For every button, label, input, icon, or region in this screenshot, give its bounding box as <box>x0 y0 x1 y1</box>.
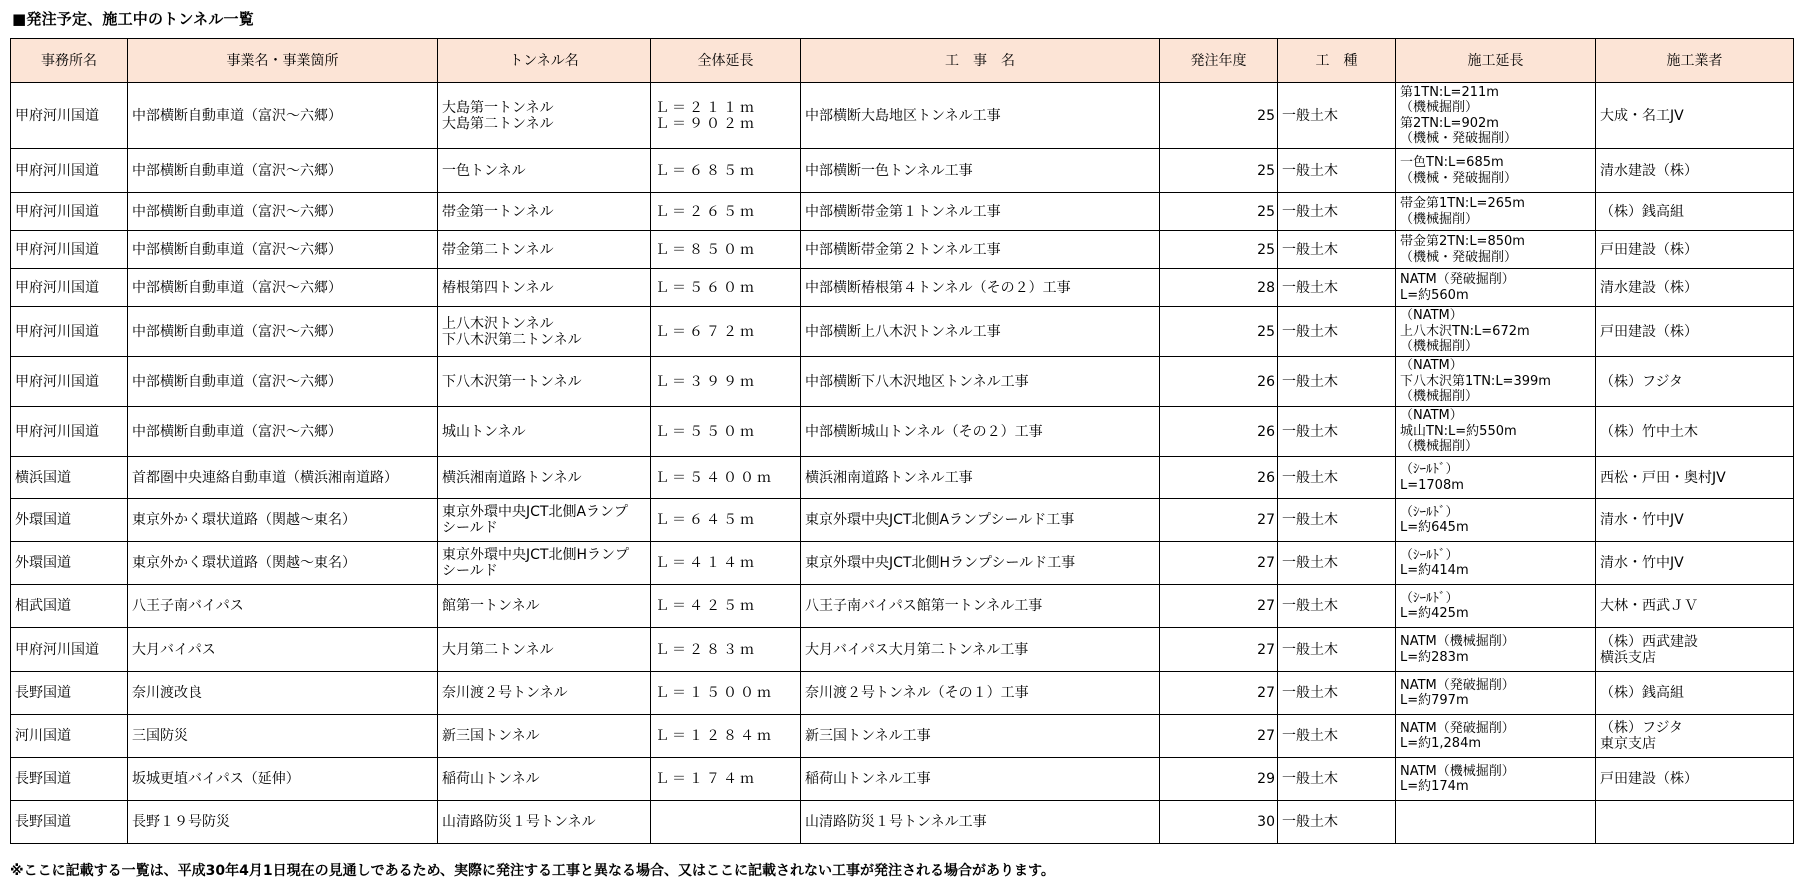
cell-order-year: 26 <box>1160 357 1278 407</box>
cell-contractor: （株）西武建設 横浜支店 <box>1596 628 1794 672</box>
cell-total-length: Ｌ＝４２５ｍ <box>651 585 801 628</box>
cell-project: 中部横断自動車道（富沢～六郷） <box>128 307 438 357</box>
cell-office: 長野国道 <box>11 758 128 801</box>
cell-tunnel-name: 下八木沢第一トンネル <box>438 357 651 407</box>
cell-project: 中部横断自動車道（富沢～六郷） <box>128 231 438 269</box>
table-row <box>11 149 1794 193</box>
cell-project: 中部横断自動車道（富沢～六郷） <box>128 193 438 231</box>
cell-work-type: 一般土木 <box>1278 269 1396 307</box>
cell-tunnel-name: 大月第二トンネル <box>438 628 651 672</box>
cell-order-year: 28 <box>1160 269 1278 307</box>
header-work-type: 工 種 <box>1278 39 1396 83</box>
cell-total-length: Ｌ＝２６５ｍ <box>651 193 801 231</box>
cell-project: 中部横断自動車道（富沢～六郷） <box>128 357 438 407</box>
cell-order-year: 25 <box>1160 193 1278 231</box>
cell-total-length: Ｌ＝１７４ｍ <box>651 758 801 801</box>
cell-construction-length: （NATM） 下八木沢第1TN:L=399m （機械掘削） <box>1396 357 1596 407</box>
cell-construction-length: NATM（機械掘削） L=約283m <box>1396 628 1596 672</box>
table-row <box>11 542 1794 585</box>
cell-total-length: Ｌ＝６７２ｍ <box>651 307 801 357</box>
cell-contractor: 西松・戸田・奥村JV <box>1596 457 1794 499</box>
cell-work-type: 一般土木 <box>1278 231 1396 269</box>
cell-total-length: Ｌ＝５４００ｍ <box>651 457 801 499</box>
cell-office: 甲府河川国道 <box>11 407 128 457</box>
cell-contractor: （株）フジタ <box>1596 357 1794 407</box>
cell-construction-length: NATM（発破掘削） L=約560m <box>1396 269 1596 307</box>
cell-tunnel-name: 奈川渡２号トンネル <box>438 672 651 715</box>
cell-tunnel-name: 横浜湘南道路トンネル <box>438 457 651 499</box>
table-row <box>11 231 1794 269</box>
cell-office: 甲府河川国道 <box>11 357 128 407</box>
table-body <box>11 83 1794 844</box>
cell-tunnel-name: 帯金第一トンネル <box>438 193 651 231</box>
cell-work-name: 新三国トンネル工事 <box>801 715 1160 758</box>
cell-office: 甲府河川国道 <box>11 269 128 307</box>
cell-work-name: 稲荷山トンネル工事 <box>801 758 1160 801</box>
cell-work-name: 東京外環中央JCT北側Hランプシールド工事 <box>801 542 1160 585</box>
cell-office: 相武国道 <box>11 585 128 628</box>
cell-work-name: 中部横断大島地区トンネル工事 <box>801 83 1160 149</box>
cell-contractor: 清水建設（株） <box>1596 149 1794 193</box>
cell-work-type: 一般土木 <box>1278 307 1396 357</box>
cell-total-length <box>651 801 801 844</box>
table-row <box>11 457 1794 499</box>
table-header-row <box>11 39 1794 83</box>
cell-tunnel-name: 館第一トンネル <box>438 585 651 628</box>
table-row <box>11 628 1794 672</box>
cell-order-year: 27 <box>1160 585 1278 628</box>
table-row <box>11 269 1794 307</box>
cell-tunnel-name: 椿根第四トンネル <box>438 269 651 307</box>
table-row <box>11 357 1794 407</box>
cell-order-year: 27 <box>1160 672 1278 715</box>
cell-project: 東京外かく環状道路（関越～東名） <box>128 499 438 542</box>
cell-construction-length: NATM（発破掘削） L=約1,284m <box>1396 715 1596 758</box>
cell-tunnel-name: 東京外環中央JCT北側Aランプ シールド <box>438 499 651 542</box>
table-row <box>11 758 1794 801</box>
cell-project: 中部横断自動車道（富沢～六郷） <box>128 149 438 193</box>
table-row <box>11 193 1794 231</box>
cell-office: 外環国道 <box>11 542 128 585</box>
cell-project: 中部横断自動車道（富沢～六郷） <box>128 269 438 307</box>
cell-construction-length: （ｼｰﾙﾄﾞ） L=1708m <box>1396 457 1596 499</box>
cell-order-year: 27 <box>1160 499 1278 542</box>
cell-construction-length <box>1396 801 1596 844</box>
cell-project: 中部横断自動車道（富沢～六郷） <box>128 83 438 149</box>
table-row <box>11 499 1794 542</box>
cell-tunnel-name: 帯金第二トンネル <box>438 231 651 269</box>
cell-construction-length: （ｼｰﾙﾄﾞ） L=約425m <box>1396 585 1596 628</box>
cell-office: 甲府河川国道 <box>11 193 128 231</box>
cell-office: 外環国道 <box>11 499 128 542</box>
table-row <box>11 672 1794 715</box>
cell-order-year: 25 <box>1160 307 1278 357</box>
cell-office: 横浜国道 <box>11 457 128 499</box>
cell-order-year: 25 <box>1160 149 1278 193</box>
table-row <box>11 585 1794 628</box>
cell-work-name: 中部横断帯金第１トンネル工事 <box>801 193 1160 231</box>
footnote: ※ここに記載する一覧は、平成30年4月1日現在の見通しであるため、実際に発注する工事と異なる場合、又はここに記載されない工事が発注される場合があります。 <box>10 863 1055 879</box>
cell-order-year: 30 <box>1160 801 1278 844</box>
cell-tunnel-name: 東京外環中央JCT北側Hランプ シールド <box>438 542 651 585</box>
cell-total-length: Ｌ＝２８３ｍ <box>651 628 801 672</box>
header-project: 事業名・事業箇所 <box>128 39 438 83</box>
cell-total-length: Ｌ＝３９９ｍ <box>651 357 801 407</box>
cell-contractor: 戸田建設（株） <box>1596 307 1794 357</box>
cell-work-name: 中部横断帯金第２トンネル工事 <box>801 231 1160 269</box>
cell-construction-length: 帯金第2TN:L=850m （機械・発破掘削） <box>1396 231 1596 269</box>
cell-work-type: 一般土木 <box>1278 585 1396 628</box>
cell-project: 大月バイパス <box>128 628 438 672</box>
cell-project: 三国防災 <box>128 715 438 758</box>
header-total-length: 全体延長 <box>651 39 801 83</box>
cell-work-name: 中部横断下八木沢地区トンネル工事 <box>801 357 1160 407</box>
cell-work-name: 中部横断上八木沢トンネル工事 <box>801 307 1160 357</box>
cell-project: 東京外かく環状道路（関越～東名） <box>128 542 438 585</box>
cell-work-name: 中部横断城山トンネル（その２）工事 <box>801 407 1160 457</box>
cell-work-name: 中部横断椿根第４トンネル（その２）工事 <box>801 269 1160 307</box>
cell-work-name: 中部横断一色トンネル工事 <box>801 149 1160 193</box>
table-row <box>11 83 1794 149</box>
cell-total-length: Ｌ＝６８５ｍ <box>651 149 801 193</box>
cell-total-length: Ｌ＝５５０ｍ <box>651 407 801 457</box>
cell-office: 甲府河川国道 <box>11 307 128 357</box>
header-work-name: 工 事 名 <box>801 39 1160 83</box>
cell-tunnel-name: 城山トンネル <box>438 407 651 457</box>
cell-contractor: （株）銭高組 <box>1596 193 1794 231</box>
cell-project: 八王子南バイパス <box>128 585 438 628</box>
cell-work-name: 奈川渡２号トンネル（その１）工事 <box>801 672 1160 715</box>
cell-construction-length: 一色TN:L=685m （機械・発破掘削） <box>1396 149 1596 193</box>
cell-construction-length: （ｼｰﾙﾄﾞ） L=約645m <box>1396 499 1596 542</box>
cell-order-year: 27 <box>1160 628 1278 672</box>
cell-office: 甲府河川国道 <box>11 83 128 149</box>
cell-construction-length: 帯金第1TN:L=265m （機械掘削） <box>1396 193 1596 231</box>
cell-project: 中部横断自動車道（富沢～六郷） <box>128 407 438 457</box>
cell-project: 奈川渡改良 <box>128 672 438 715</box>
cell-contractor: 清水・竹中JV <box>1596 542 1794 585</box>
cell-construction-length: （NATM） 城山TN:L=約550m （機械掘削） <box>1396 407 1596 457</box>
cell-order-year: 26 <box>1160 407 1278 457</box>
cell-construction-length: （ｼｰﾙﾄﾞ） L=約414m <box>1396 542 1596 585</box>
cell-tunnel-name: 大島第一トンネル 大島第二トンネル <box>438 83 651 149</box>
cell-work-type: 一般土木 <box>1278 149 1396 193</box>
cell-total-length: Ｌ＝６４５ｍ <box>651 499 801 542</box>
cell-work-name: 大月バイパス大月第二トンネル工事 <box>801 628 1160 672</box>
cell-total-length: Ｌ＝２１１ｍ Ｌ＝９０２ｍ <box>651 83 801 149</box>
cell-work-name: 東京外環中央JCT北側Aランプシールド工事 <box>801 499 1160 542</box>
table-row <box>11 407 1794 457</box>
cell-tunnel-name: 山清路防災１号トンネル <box>438 801 651 844</box>
cell-contractor: 清水建設（株） <box>1596 269 1794 307</box>
cell-contractor: 大成・名工JV <box>1596 83 1794 149</box>
cell-total-length: Ｌ＝１５００ｍ <box>651 672 801 715</box>
cell-office: 甲府河川国道 <box>11 231 128 269</box>
cell-work-type: 一般土木 <box>1278 801 1396 844</box>
cell-contractor: 清水・竹中JV <box>1596 499 1794 542</box>
cell-project: 首都圏中央連絡自動車道（横浜湘南道路） <box>128 457 438 499</box>
table-row <box>11 307 1794 357</box>
cell-work-type: 一般土木 <box>1278 628 1396 672</box>
header-tunnel-name: トンネル名 <box>438 39 651 83</box>
cell-contractor: （株）竹中土木 <box>1596 407 1794 457</box>
cell-office: 甲府河川国道 <box>11 628 128 672</box>
cell-total-length: Ｌ＝８５０ｍ <box>651 231 801 269</box>
cell-contractor: 戸田建設（株） <box>1596 231 1794 269</box>
table-row <box>11 715 1794 758</box>
cell-total-length: Ｌ＝５６０ｍ <box>651 269 801 307</box>
cell-office: 河川国道 <box>11 715 128 758</box>
cell-work-type: 一般土木 <box>1278 499 1396 542</box>
cell-total-length: Ｌ＝１２８４ｍ <box>651 715 801 758</box>
header-contractor: 施工業者 <box>1596 39 1794 83</box>
cell-work-type: 一般土木 <box>1278 83 1396 149</box>
cell-contractor <box>1596 801 1794 844</box>
cell-order-year: 25 <box>1160 83 1278 149</box>
table-row <box>11 801 1794 844</box>
cell-construction-length: NATM（機械掘削） L=約174m <box>1396 758 1596 801</box>
document-title: ■発注予定、施工中のトンネル一覧 <box>12 10 254 28</box>
cell-work-name: 八王子南バイパス館第一トンネル工事 <box>801 585 1160 628</box>
cell-total-length: Ｌ＝４１４ｍ <box>651 542 801 585</box>
cell-contractor: （株）銭高組 <box>1596 672 1794 715</box>
header-construction-length: 施工延長 <box>1396 39 1596 83</box>
cell-office: 長野国道 <box>11 801 128 844</box>
header-office: 事務所名 <box>11 39 128 83</box>
header-order-year: 発注年度 <box>1160 39 1278 83</box>
cell-construction-length: NATM（発破掘削） L=約797m <box>1396 672 1596 715</box>
cell-work-type: 一般土木 <box>1278 542 1396 585</box>
cell-work-type: 一般土木 <box>1278 672 1396 715</box>
cell-tunnel-name: 新三国トンネル <box>438 715 651 758</box>
cell-order-year: 29 <box>1160 758 1278 801</box>
cell-office: 長野国道 <box>11 672 128 715</box>
cell-work-type: 一般土木 <box>1278 357 1396 407</box>
cell-tunnel-name: 上八木沢トンネル 下八木沢第二トンネル <box>438 307 651 357</box>
cell-work-name: 山清路防災１号トンネル工事 <box>801 801 1160 844</box>
cell-tunnel-name: 稲荷山トンネル <box>438 758 651 801</box>
cell-order-year: 25 <box>1160 231 1278 269</box>
cell-work-name: 横浜湘南道路トンネル工事 <box>801 457 1160 499</box>
cell-work-type: 一般土木 <box>1278 457 1396 499</box>
cell-construction-length: 第1TN:L=211m （機械掘削） 第2TN:L=902m （機械・発破掘削） <box>1396 83 1596 149</box>
cell-work-type: 一般土木 <box>1278 407 1396 457</box>
cell-work-type: 一般土木 <box>1278 715 1396 758</box>
cell-order-year: 26 <box>1160 457 1278 499</box>
cell-work-type: 一般土木 <box>1278 193 1396 231</box>
cell-project: 長野１９号防災 <box>128 801 438 844</box>
cell-work-type: 一般土木 <box>1278 758 1396 801</box>
cell-construction-length: （NATM） 上八木沢TN:L=672m （機械掘削） <box>1396 307 1596 357</box>
cell-office: 甲府河川国道 <box>11 149 128 193</box>
cell-contractor: 大林・西武ＪＶ <box>1596 585 1794 628</box>
cell-project: 坂城更埴バイパス（延伸） <box>128 758 438 801</box>
cell-tunnel-name: 一色トンネル <box>438 149 651 193</box>
cell-contractor: （株）フジタ 東京支店 <box>1596 715 1794 758</box>
tunnel-table <box>10 38 1794 844</box>
cell-order-year: 27 <box>1160 715 1278 758</box>
cell-contractor: 戸田建設（株） <box>1596 758 1794 801</box>
cell-order-year: 27 <box>1160 542 1278 585</box>
